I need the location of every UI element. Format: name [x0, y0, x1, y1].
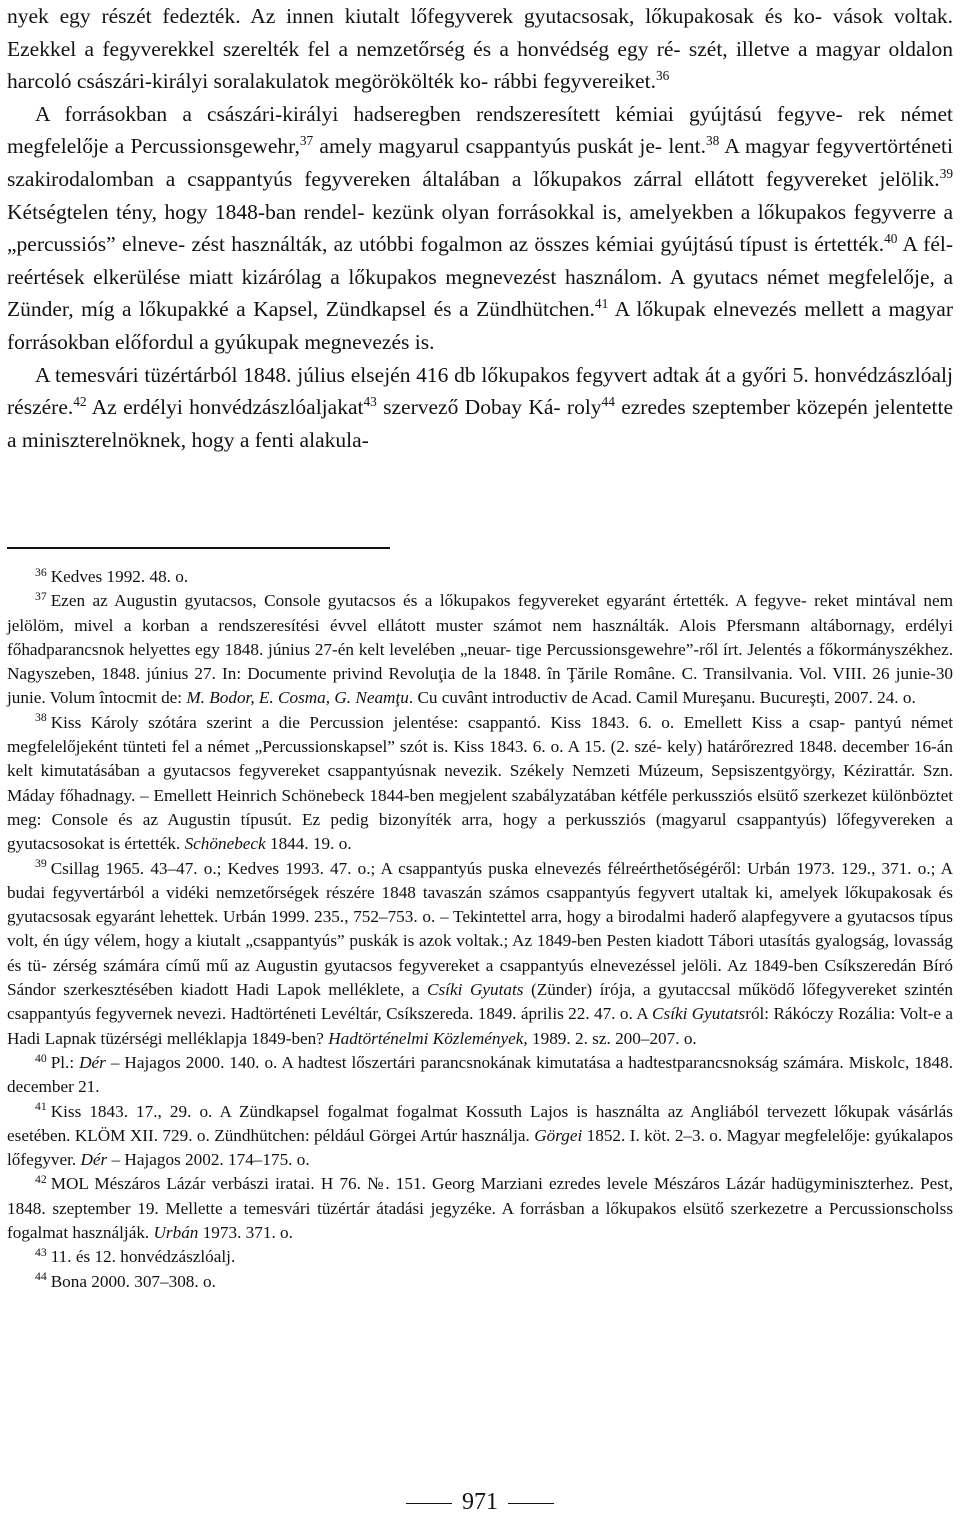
footnote-text: lőkupakos elsütő szerkezetre a Percussionscholss fogalmat használják.	[7, 1198, 954, 1243]
footnote-italic: Dér	[79, 1052, 106, 1072]
footnote-text: ról: Rákóczy Rozália: Volt-e a Hadi Lapnak tüzérségi melléklapja	[7, 1004, 953, 1048]
footnote-text: 1973. 371. o.	[198, 1223, 293, 1243]
footer-dash-left	[406, 1503, 452, 1504]
footnote-text: – Hajagos 2002. 174–175. o.	[107, 1150, 310, 1170]
footnote-text: 1989. 2. sz. 200–207. o.	[527, 1028, 697, 1048]
text-span: reértések elkerülése miatt kizárólag a lőkupakos megnevezést használom. A gyutacs	[7, 264, 759, 289]
text-span: A magyar fegyvertörténeti szakirodalomban a csappantyús fegyvereken általában	[7, 134, 953, 191]
page-footer	[0, 1488, 960, 1516]
footnote-text: fegyvert utaltak ki, amelyek lőkupakosak és gyutacsosak egyaránt lehettek. Urbán 1999. 235., 752–753. o. –	[7, 882, 953, 927]
footnote-41	[7, 1100, 953, 1173]
footnote-italic: Dér	[80, 1150, 108, 1170]
footnote-38	[7, 711, 953, 857]
footer-dash-right	[508, 1503, 554, 1504]
footnote-text: tige Percussionsgewehre”-ről írt. Jelentés a főkormányszékhez. Nagyszeben, 1848. június 27. In: Documente	[7, 639, 953, 684]
footnote-number: 44	[35, 1270, 47, 1284]
text-span: rek német megfelelője a Percussionsgewehr,	[7, 101, 953, 159]
footnote-text: – Hajagos 2000. 140. o. A hadtest lőszertári parancsnokának kimutatása a hadtestparancsnokság	[105, 1052, 779, 1072]
footnote-number-wrap	[35, 1100, 51, 1124]
text-span: kezünk olyan forrásokkal is, amelyekben a lőkupakos fegyverre a „percussiós” elneve-	[7, 199, 954, 257]
footnote-text: Schönebeck 1844-ben megjelent szabályzatában kétféle perkussziós elsütő szerkezet különböztet meg: Console	[7, 785, 953, 829]
footnote-36	[7, 565, 953, 589]
footnote-text: Ezen az Augustin gyutacsos, Console gyutacsos és a lőkupakos fegyvereket egyaránt értették. A fegyve-	[50, 591, 807, 611]
footnote-italic: Csíki Gyutats	[652, 1004, 746, 1024]
text-span: roly	[566, 395, 602, 420]
text-line: rábbi fegyvereiket.	[493, 69, 656, 94]
text-span: A fél-	[897, 232, 954, 257]
footnote-number: 43	[35, 1245, 47, 1259]
text-line: vások voltak. Ezekkel a fegyverekkel szerelték fel a nemzetőrség és a honvédség egy ré-	[7, 4, 954, 61]
footnote-italic: Urbán	[153, 1223, 199, 1243]
text-line: nyek egy részét fedezték. Az innen kiutalt lőfegyverek gyutacsosak, lőkupakosak és ko-	[7, 4, 823, 28]
text-span: amely magyarul csappantyús puskát je-	[313, 134, 663, 159]
footnote-number-wrap	[35, 1270, 51, 1294]
footnote-text: MOL Mészáros Lázár verbászi iratai. H 76. №. 151. Georg Marziani ezredes levele Mészáros Lázár	[50, 1174, 766, 1194]
text-span: a lőkupakos zárral ellátott fegyvereket jelölik.	[511, 166, 940, 191]
main-text	[7, 0, 953, 456]
footnote-text: gyutaccsal működő lőfegyvereket szintén csappantyús fegyvernek nevezi. Hadtörténeti Levéltár, Csíkszereda.	[7, 980, 953, 1024]
text-span: német megfelelője, a Zünder, míg a lőkupakké a Kapsel, Zündkapsel és a Zündhütchen.	[7, 264, 953, 322]
footnote-number: 42	[35, 1173, 47, 1186]
footnote-text: I. köt. 2–3. o. Magyar megfelelője: gyúkalapos lőfegyver.	[7, 1125, 954, 1170]
footnote-number: 37	[35, 589, 47, 603]
footnote-italic: Görgei	[534, 1125, 583, 1145]
page-number: 971	[462, 1489, 498, 1515]
footnote-separator	[7, 547, 390, 549]
footnote-44	[7, 1270, 953, 1294]
footnote-text: zérség számára című mű az Augustin gyutacsos fegyvereket a csappantyús elnevezéssel jelöli. Az 1849-ben	[52, 955, 819, 975]
text-span: Az erdélyi honvédzászlóaljakat	[86, 395, 364, 420]
footnote-number-wrap	[35, 857, 51, 881]
footnote-text: Kiss Károly szótára szerint a die Percussion jelentése: csappantó. Kiss 1843. 6. o. Emellett Kiss a csap-	[50, 712, 846, 732]
footnote-text: pantyú német megfelelőjeként tünteti fel a német „Percussionskapsel” szót is. Kiss 1843. 6. o. A 15. (2. szé-	[7, 712, 954, 757]
footnote-text: 1844. 19. o.	[265, 834, 352, 854]
paragraph-3	[7, 359, 953, 457]
text-span: Kétségtelen tény, hogy 1848-ban rendel-	[7, 199, 365, 224]
footnote-text: 1852.	[582, 1125, 626, 1145]
footnote-ref-44[interactable]: 44	[601, 393, 615, 409]
footnote-ref-43[interactable]: 43	[363, 393, 377, 409]
footnote-43	[7, 1245, 953, 1269]
footnote-text: „csappantyús” puskák is azok voltak.; Az 1849-ben Pesten kiadott Tábori utasítás gyalogság, lovasság és tü-	[7, 931, 954, 975]
footnote-text: Alois Pfersmann altábornagy, erdélyi főhadparancsnok helyettes egy 1848. június 27-én kelt levelében „neuar-	[7, 615, 954, 659]
paragraph-2	[7, 98, 953, 359]
text-span: szervező Dobay Ká-	[376, 395, 561, 420]
footnote-text: hadügyminiszterhez. Pest, 1848. szeptember 19. Mellette a temesvári tüzértár átadási jegyzéke. A forrásban a	[7, 1174, 954, 1218]
footnote-39	[7, 857, 953, 1051]
text-line: szét, illetve a magyar oldalon harcoló császári-királyi soralakulatok megörökölték ko-	[7, 36, 954, 94]
text-span: A temesvári tüzértárból 1848. július elsején 416 db lőkupakos fegyvert adtak át a	[35, 362, 736, 387]
footnote-text: . Cu cuvânt introductiv de Acad. Camil Mureşanu. Bucureşti, 2007. 24. o.	[408, 688, 916, 708]
footnote-text: Székely Nemzeti Múzeum, Sepsiszentgyörgy, Kézirattár. Szn. Máday főhadnagy. – Emellett Heinrich	[7, 761, 954, 805]
footnote-italic: Csíki Gyutats	[427, 980, 524, 1000]
footnote-text: gyutacsosokat is értették.	[7, 834, 185, 854]
footnote-ref-37[interactable]: 37	[299, 133, 314, 149]
footnote-number-wrap	[35, 1245, 51, 1269]
footnote-number-wrap	[35, 1051, 51, 1075]
footnote-italic: Schönebeck	[184, 834, 266, 854]
footnote-text: 11. és 12. honvédzászlóalj.	[50, 1247, 236, 1267]
footnote-text: (Zünder) írója, a	[523, 980, 651, 1000]
text-span: győri 5. honvédzászlóalj részére.	[7, 362, 953, 420]
footnote-text: lőkupak vásárlás esetében. KLÖM XII. 729. o. Zündhütchen: például Görgei Artúr használja.	[7, 1101, 953, 1145]
footnote-text: számára. Miskolc, 1848. december 21.	[7, 1052, 954, 1097]
footnote-number-wrap	[35, 1172, 51, 1196]
footnote-text: Tekintettel arra, hogy a birodalmi haderő alapfegyvere a gyutacsos típus volt, én úgy vélem, hogy a kiutalt	[7, 907, 953, 951]
footnote-text: Kiss 1843. 17., 29. o. A Zündkapsel fogalmat fogalmat Kossuth Lajos is használta az Angliából tervezett	[50, 1101, 827, 1121]
footnote-ref-42[interactable]: 42	[73, 393, 87, 409]
footnote-text: kely) határőrezred 1848. december 16-án kelt kimutatásában a gyutacsos fegyvereket csappantyúsnak nevezik.	[7, 737, 953, 781]
footnote-ref-36[interactable]: 36	[655, 67, 670, 83]
footnote-ref-40[interactable]: 40	[884, 230, 898, 246]
footnote-ref-38[interactable]: 38	[705, 133, 720, 149]
footnote-text: Bona 2000. 307–308. o.	[50, 1271, 216, 1291]
paragraph-1	[7, 0, 953, 98]
footnote-text: 1849-ben?	[251, 1028, 329, 1048]
footnote-number: 40	[35, 1051, 47, 1065]
footnote-40	[7, 1051, 953, 1100]
footnote-37	[7, 589, 953, 710]
footnote-ref-39[interactable]: 39	[939, 165, 954, 181]
footnote-text: Pl.:	[50, 1052, 80, 1072]
text-span: ezredes szeptember közepén jelentette a miniszterelnöknek, hogy a fenti alakula-	[7, 395, 953, 452]
footnote-text: és az Augustin típusút. Ez pedig bizonyíték arra, hogy a perkussziós (magyarul csappantyús) lőfegyvereken a	[118, 809, 953, 829]
footnote-42	[7, 1172, 953, 1245]
footnote-number-wrap	[35, 589, 51, 613]
text-span: lent.	[668, 134, 706, 159]
text-span: zést használták, az utóbbi fogalmon az összes kémiai gyújtású típust is értették.	[191, 232, 885, 257]
footnote-text: Csillag 1965. 43–47. o.; Kedves 1993. 47. o.; A csappantyús puska elnevezés félreérthetőségéről: Urbán	[50, 858, 791, 878]
footnote-text: reket mintával nem jelölöm, mivel a korban a rendszeresítési évvel ellátott muster számot nem használták.	[7, 591, 954, 635]
footnotes	[7, 565, 953, 1294]
footnote-text: privind Revoluţia de la 1848. în Ţările Române. C. Transilvania. Vol. VIII. 26 junie-30 junie. Volum întocmit	[7, 664, 954, 708]
footnote-number: 41	[35, 1100, 47, 1114]
footnote-number: 36	[35, 565, 47, 579]
footnote-text: Csíkszeredán Bíró Sándor szerkesztésében kiadott Hadi Lapok melléklete, a	[7, 955, 954, 1000]
footnote-number-wrap	[35, 711, 51, 735]
footnote-text: Kedves 1992. 48. o.	[50, 567, 189, 586]
footnote-number: 39	[35, 857, 47, 871]
footnote-italic: M. Bodor, E. Cosma, G. Neamţu	[186, 688, 409, 708]
text-span: A forrásokban a császári-királyi hadseregben rendszeresített kémiai gyújtású fegyve-	[35, 101, 843, 126]
footnote-text: 1973. 129., 371. o.; A budai fegyvertárból a vidéki nemzetőrségek részére 1848 tavaszán számos csappantyús	[7, 858, 953, 902]
text-span: A lőkupak elnevezés mellett a magyar forrásokban előfordul a gyúkupak megnevezés is.	[7, 297, 953, 354]
footnote-number-wrap	[35, 565, 51, 589]
footnote-ref-41[interactable]: 41	[594, 296, 609, 312]
footnote-italic: Hadtörténelmi Közlemények,	[328, 1028, 528, 1048]
footnote-number: 38	[35, 711, 47, 725]
footnote-text: de:	[161, 688, 187, 708]
footnote-text: 1849. április 22. 47. o. A	[477, 1004, 653, 1024]
